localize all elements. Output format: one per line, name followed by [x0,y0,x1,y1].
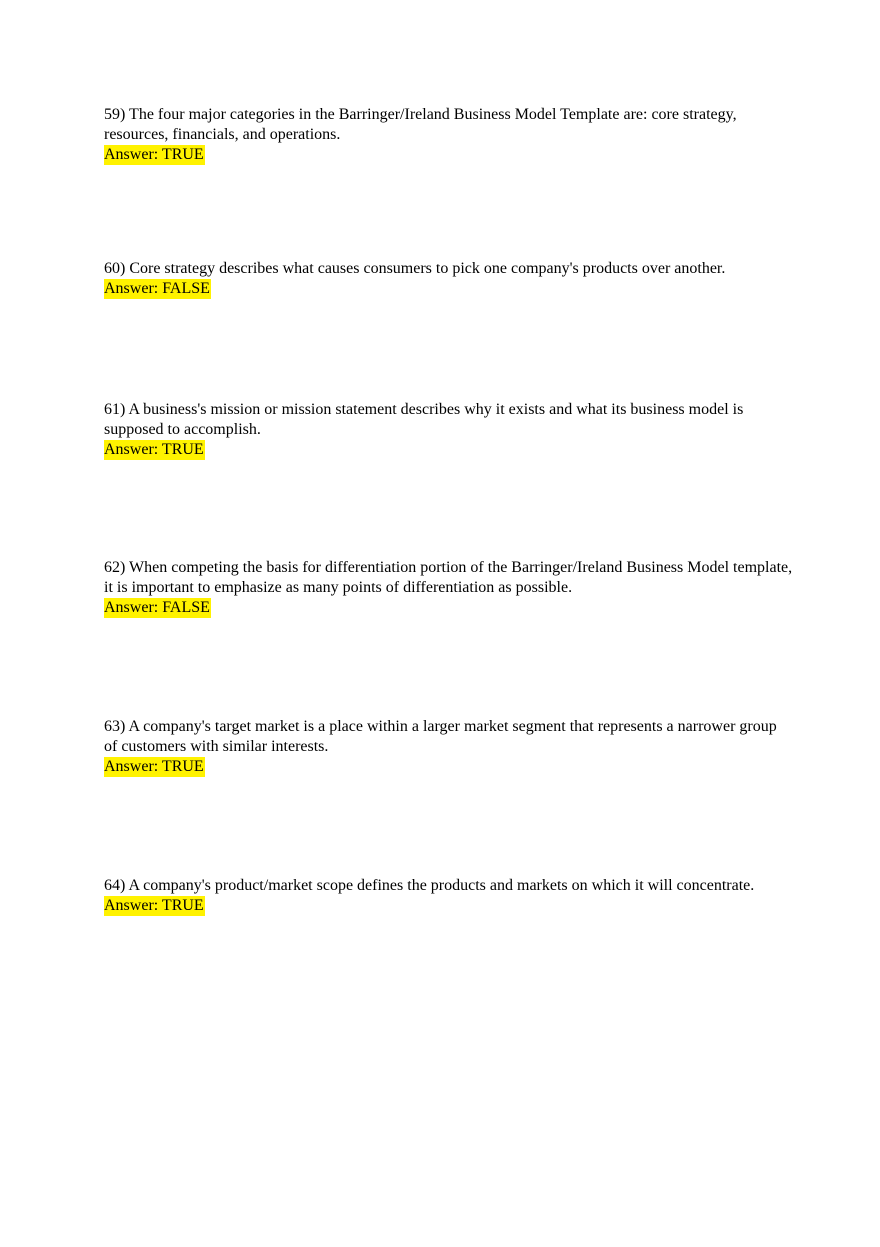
question-60 [104,259,794,299]
question-text: 59) The four major categories in the Barringer/Ireland Business Model Template are: core strategy, resources, financials, and operations. [104,106,737,143]
question-62 [104,558,794,618]
question-text: 61) A business's mission or mission statement describes why it exists and what its business model is supposed to accomplish. [104,401,744,438]
question-63 [104,717,794,777]
answer-highlight: Answer: TRUE [104,441,204,458]
question-61 [104,400,794,460]
question-text: 60) Core strategy describes what causes consumers to pick one company's products over another. [104,260,726,277]
question-text: 62) When competing the basis for differentiation portion of the Barringer/Ireland Business Model template, it is important to emphasize as many points of differentiation as possible. [104,559,793,596]
answer-highlight: Answer: TRUE [104,758,204,775]
answer-highlight: Answer: TRUE [104,897,204,914]
answer-highlight: Answer: FALSE [104,280,210,297]
question-text: 63) A company's target market is a place within a larger market segment that represents a narrower group of customers with similar interests. [104,718,777,755]
question-text: 64) A company's product/market scope defines the products and markets on which it will concentrate. [104,877,755,894]
answer-highlight: Answer: TRUE [104,146,204,163]
answer-highlight: Answer: FALSE [104,599,210,616]
question-64 [104,876,794,916]
question-59 [104,105,794,165]
